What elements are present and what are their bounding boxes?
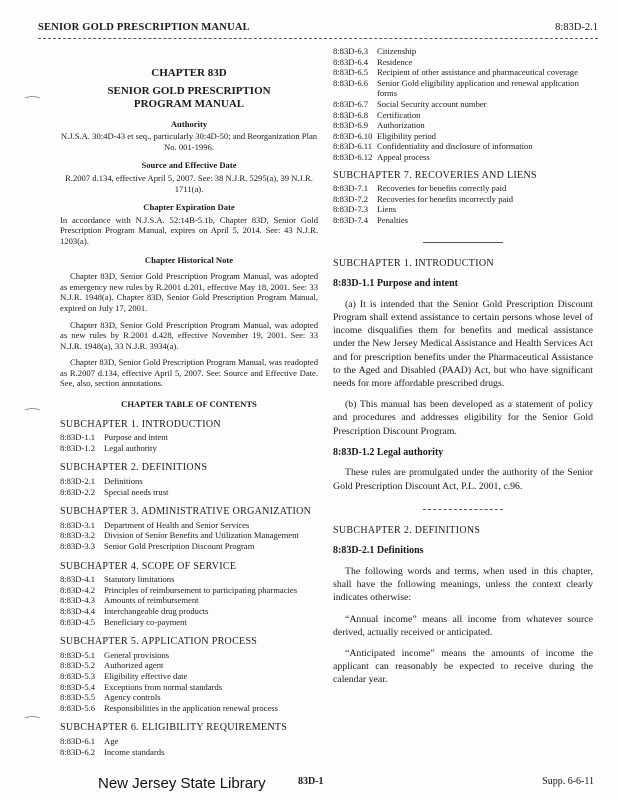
toc-entry-number: 8:83D-6.10 xyxy=(333,130,373,141)
toc-entry xyxy=(333,194,593,205)
history-paragraph: Chapter 83D, Senior Gold Prescription Program Manual, was adopted as emergency new rules by R.2001 d.201, effective May 18, 2001. See: 33 N.J.R. 1948(a). Chapter 83D, Senior Gold Prescription Program Manual, expired on July 17, 2001. xyxy=(60,271,318,313)
toc-entry-number: 8:83D-5.3 xyxy=(60,670,96,681)
toc-entry-number: 8:83D-3.1 xyxy=(60,519,96,530)
toc-entry xyxy=(333,120,593,131)
toc-entry-title: Statutory limitations xyxy=(104,574,175,585)
toc-entry xyxy=(333,110,593,121)
toc-entry-title: Age xyxy=(104,735,119,746)
toc-entry-title: Recoveries for benefits incorrectly paid xyxy=(377,193,514,204)
toc-entry-number: 8:83D-6.3 xyxy=(333,46,369,56)
toc-entry xyxy=(60,736,318,747)
divider xyxy=(423,509,503,510)
toc-entry xyxy=(333,215,593,226)
toc-entry-number: 8:83D-4.1 xyxy=(60,574,96,585)
section-1-1-heading: 8:83D-1.1 Purpose and intent xyxy=(333,278,459,290)
toc-entry-number: 8:83D-6.9 xyxy=(333,120,369,131)
left-column xyxy=(60,46,318,757)
toc-entry-title: Citizenship xyxy=(377,46,417,56)
toc-subchapter-title: SUBCHAPTER 2. DEFINITIONS xyxy=(60,462,208,474)
toc-entry xyxy=(60,682,318,693)
toc-entry xyxy=(60,520,318,531)
toc-entry xyxy=(60,747,318,758)
toc-entry-number: 8:83D-5.2 xyxy=(60,660,96,671)
toc-subchapter-title: SUBCHAPTER 4. SCOPE OF SERVICE xyxy=(60,560,237,572)
definition-anticipated-income: “Anticipated income” means the amounts of income the applicant can reasonably be expected to receive during the calendar year. xyxy=(333,647,593,686)
source-text: R.2007 d.134, effective April 5, 2007. See: 38 N.J.R. 5295(a), 39 N.J.R. 1711(a). xyxy=(65,172,313,194)
toc-entry-number: 8:83D-7.1 xyxy=(333,183,369,194)
toc-right-continued xyxy=(333,46,593,163)
toc-entry-number: 8:83D-6.11 xyxy=(333,141,373,152)
section-1-1-a: (a) It is intended that the Senior Gold Prescription Discount Program shall extend assistance to certain persons whose level of income disqualifies them for benefits and medical assistance under the New Jersey Medical Assistance and Health Services Act and for prescription benefits under the Pharmaceutical Assistance to the Aged and Disabled (PAAD) Act, but who have significant needs for more affordable prescribed drugs. xyxy=(333,298,593,389)
toc-entry-number: 8:83D-7.4 xyxy=(333,214,369,225)
toc-subchapter-title: SUBCHAPTER 5. APPLICATION PROCESS xyxy=(60,636,258,648)
toc-entry xyxy=(333,204,593,215)
toc-entry xyxy=(60,530,318,541)
toc-entry-title: Legal authority xyxy=(104,442,157,453)
toc-entry xyxy=(333,131,593,142)
subchapter-1-title: SUBCHAPTER 1. INTRODUCTION xyxy=(333,257,494,269)
toc-entry-number: 8:83D-5.6 xyxy=(60,702,96,713)
toc-entry-title: Authorization xyxy=(377,120,425,131)
section-2-1-heading: 8:83D-2.1 Definitions xyxy=(333,545,424,557)
toc-left xyxy=(60,420,318,757)
divider xyxy=(423,242,503,243)
history-paragraph: Chapter 83D, Senior Gold Prescription Program Manual, was readopted as R.2007 d.134, effective April 5, 2007. See: Source and Effective Date. See, also, section annotations. xyxy=(60,357,318,389)
toc-entry-title: Social Security account number xyxy=(377,98,487,109)
toc-title: CHAPTER TABLE OF CONTENTS xyxy=(121,399,257,410)
history-paragraph: Chapter 83D, Senior Gold Prescription Program Manual, was adopted as new rules by R.2001 d.428, effective November 19, 2001. See: 33 N.J.R. 1948(a), 33 N.J.R. 3934(a). xyxy=(60,319,318,351)
toc-entry xyxy=(60,595,318,606)
toc-entry xyxy=(60,443,318,454)
toc-entry xyxy=(60,606,318,617)
subchapter-2-title: SUBCHAPTER 2. DEFINITIONS xyxy=(333,524,481,536)
toc-entry-title: Residence xyxy=(377,56,413,67)
toc-entry-number: 8:83D-5.4 xyxy=(60,681,96,692)
toc-entry xyxy=(60,703,318,714)
toc-entry-number: 8:83D-6.5 xyxy=(333,67,369,78)
toc-entry xyxy=(60,585,318,596)
toc-entry-number: 8:83D-4.2 xyxy=(60,584,96,595)
definition-annual-income: “Annual income” means all income from whatever source derived, actually received or anticipated. xyxy=(333,613,593,638)
section-1-2-text: These rules are promulgated under the authority of the Senior Gold Prescription Discount Act, P.L. 2001, c.96. xyxy=(333,467,593,492)
toc-entry-number: 8:83D-7.2 xyxy=(333,193,369,204)
toc-entry-title: Senior Gold Prescription Discount Program xyxy=(104,541,255,551)
toc-entry-number: 8:83D-4.3 xyxy=(60,595,96,606)
toc-entry xyxy=(333,183,593,194)
toc-entry xyxy=(333,141,593,152)
toc-entry-number: 8:83D-2.1 xyxy=(60,476,96,487)
toc-entry-number: 8:83D-3.2 xyxy=(60,530,96,541)
toc-entry xyxy=(333,67,593,78)
toc-entry-title: General provisions xyxy=(104,649,170,660)
toc-entry-number: 8:83D-6.6 xyxy=(333,77,369,88)
toc-entry-number: 8:83D-4.4 xyxy=(60,605,96,616)
toc-entry-title: Recoveries for benefits correctly paid xyxy=(377,183,507,194)
toc-entry-number: 8:83D-6.8 xyxy=(333,109,369,120)
toc-entry-title: Appeal process xyxy=(377,151,430,162)
toc-entry-title: Definitions xyxy=(104,476,143,487)
toc-entry-title: Department of Health and Senior Services xyxy=(104,519,250,530)
toc-entry xyxy=(60,617,318,628)
toc-entry-title: Authorized agent xyxy=(104,660,164,671)
running-header-code: 8:83D-2.1 xyxy=(555,22,598,33)
toc-entry xyxy=(333,57,593,68)
toc-entry xyxy=(60,671,318,682)
toc-entry-number: 8:83D-1.1 xyxy=(60,432,96,443)
toc-entry-title: Penalties xyxy=(377,214,409,225)
footer-library-stamp: New Jersey State Library xyxy=(98,775,266,792)
toc-entry-number: 8:83D-6.12 xyxy=(333,151,373,162)
toc-entry xyxy=(60,432,318,443)
toc-entry-number: 8:83D-4.5 xyxy=(60,616,96,627)
toc-subchapter-title: SUBCHAPTER 1. INTRODUCTION xyxy=(60,418,221,430)
right-column xyxy=(333,46,593,687)
toc-entry-number: 8:83D-6.4 xyxy=(333,56,369,67)
toc-entry-number: 8:83D-5.5 xyxy=(60,692,96,703)
toc-entry-title: Beneficiary co-payment xyxy=(104,616,187,627)
expiration-text: In accordance with N.J.S.A. 52:14B-5.1b, Chapter 83D, Senior Gold Prescription Program Manual, expires on April 5, 2014. See: 43 N.J.R. 1203(a). xyxy=(60,214,318,246)
chapter-label: CHAPTER 83D xyxy=(151,67,227,79)
toc-entry-number: 8:83D-6.2 xyxy=(60,746,96,757)
toc-entry-title: Eligibility period xyxy=(377,130,436,141)
toc-entry-number: 8:83D-3.3 xyxy=(60,541,96,551)
toc-entry-number: 8:83D-2.2 xyxy=(60,486,96,497)
toc-entry-title: Income standards xyxy=(104,746,165,757)
toc-entry-title: Senior Gold eligibility application and renewal application forms xyxy=(377,77,579,99)
footer-supplement: Supp. 6-6-11 xyxy=(542,776,594,787)
toc-entry xyxy=(333,152,593,163)
toc-entry xyxy=(60,692,318,703)
source-heading: Source and Effective Date xyxy=(141,160,237,171)
toc-entry xyxy=(60,650,318,661)
toc-entry xyxy=(333,99,593,110)
toc-entry-title: Certification xyxy=(377,109,421,120)
expiration-heading: Chapter Expiration Date xyxy=(143,202,235,213)
toc-entry-title: Recipient of other assistance and pharmaceutical coverage xyxy=(377,67,578,78)
margin-mark xyxy=(24,404,42,414)
toc-subchapter-title: SUBCHAPTER 7. RECOVERIES AND LIENS xyxy=(333,169,537,181)
authority-heading: Authority xyxy=(170,118,208,129)
footer-page-number: 83D-1 xyxy=(298,776,324,787)
toc-entry-title: Interchangeable drug products xyxy=(104,605,209,616)
toc-entry-title: Agency controls xyxy=(104,692,161,703)
section-1-1-b: (b) This manual has been developed as a statement of policy and procedures and addresses eligibility for the Senior Gold Prescription Discount Program. xyxy=(333,399,593,437)
toc-entry-number: 8:83D-6.7 xyxy=(333,98,369,109)
section-1-2-heading: 8:83D-1.2 Legal authority xyxy=(333,446,444,458)
toc-entry xyxy=(60,476,318,487)
toc-entry xyxy=(60,574,318,585)
toc-entry-title: Division of Senior Benefits and Utilization Management xyxy=(104,530,299,541)
toc-entry xyxy=(333,78,593,99)
authority-text: N.J.S.A. 30:4D-43 et seq., particularly 30:4D-50; and Reorganization Plan No. 001-1996. xyxy=(60,131,318,152)
chapter-name: SENIOR GOLD PRESCRIPTION PROGRAM MANUAL xyxy=(107,84,271,110)
header-rule xyxy=(38,38,598,39)
toc-entry-title: Special needs trust xyxy=(104,486,169,497)
toc-entry-number: 8:83D-7.3 xyxy=(333,204,369,215)
toc-entry-title: Liens xyxy=(377,204,397,215)
toc-subchapter-title: SUBCHAPTER 3. ADMINISTRATIVE ORGANIZATION xyxy=(60,506,312,518)
margin-mark xyxy=(24,712,42,722)
toc-entry-title: Principles of reimbursement to participating pharmacies xyxy=(104,584,298,595)
history-heading: Chapter Historical Note xyxy=(144,254,234,265)
margin-mark xyxy=(24,92,42,102)
toc-entry-number: 8:83D-1.2 xyxy=(60,442,96,453)
toc-entry-title: Confidentiality and disclosure of information xyxy=(377,141,533,152)
toc-entry-title: Exceptions from normal standards xyxy=(104,681,223,692)
toc-subchapter-7-items xyxy=(333,183,593,225)
toc-entry-number: 8:83D-5.1 xyxy=(60,649,96,660)
toc-entry-title: Amounts of reimbursement xyxy=(104,595,199,606)
toc-entry xyxy=(60,541,318,552)
toc-entry xyxy=(60,660,318,671)
running-header-title: SENIOR GOLD PRESCRIPTION MANUAL xyxy=(38,22,250,33)
toc-entry-title: Purpose and intent xyxy=(104,432,168,443)
toc-entry xyxy=(333,46,593,57)
toc-entry-title: Responsibilities in the application renewal process xyxy=(104,702,278,713)
toc-entry-title: Eligibility effective date xyxy=(104,670,188,681)
section-2-1-intro: The following words and terms, when used in this chapter, shall have the following meanings, unless the context clearly indicates otherwise: xyxy=(333,565,593,604)
toc-subchapter-title: SUBCHAPTER 6. ELIGIBILITY REQUIREMENTS xyxy=(60,722,288,734)
toc-entry xyxy=(60,487,318,498)
toc-entry-number: 8:83D-6.1 xyxy=(60,735,96,746)
